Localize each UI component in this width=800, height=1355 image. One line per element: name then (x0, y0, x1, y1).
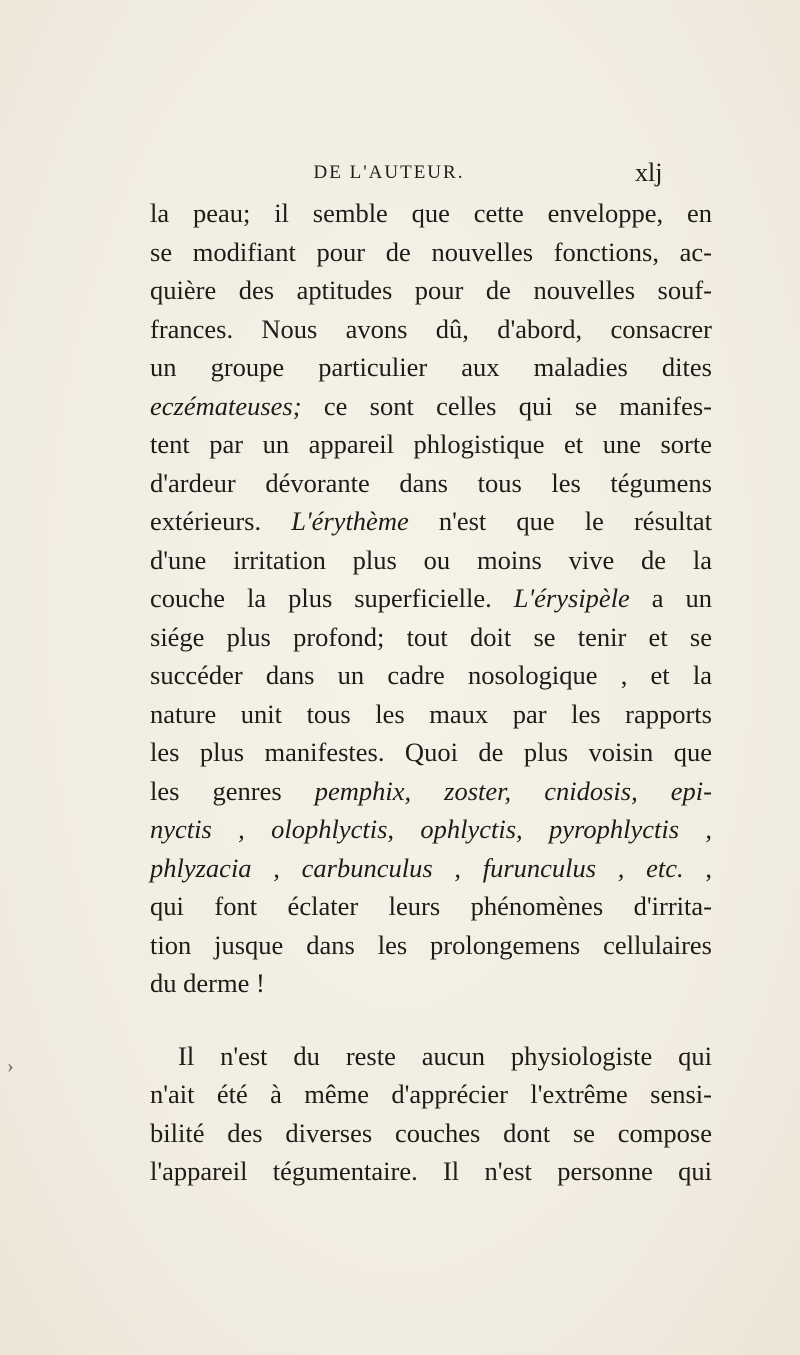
text-line: bilité des diverses couches dont se compose (150, 1117, 712, 1148)
margin-mark: › (7, 1055, 14, 1077)
running-title: DE L'AUTEUR. (313, 162, 465, 183)
text-line: d'une irritation plus ou moins vive de la (150, 544, 712, 575)
text-line: du derme ! (150, 968, 265, 998)
text-line: qui font éclater leurs phénomènes d'irrita- (150, 891, 712, 921)
text-line: quière des aptitudes pour de nouvelles souf- (150, 275, 712, 305)
text-line: succéder dans un cadre nosologique , et la (150, 660, 712, 690)
paragraph-2 (150, 1037, 712, 1191)
text-fragment: les genres (150, 775, 315, 806)
paragraph-1 (150, 194, 712, 1003)
italic-term: nyctis , olophlyctis, ophlyctis, pyrophlyctis , (150, 814, 712, 844)
text-line: l'appareil tégumentaire. Il n'est personne qui (150, 1156, 712, 1186)
text-line: tion jusque dans les prolongemens cellulaires (150, 929, 712, 960)
text-line (150, 849, 712, 888)
text-line: les plus manifestes. Quoi de plus voisin que (150, 737, 712, 767)
text-fragment: extérieurs. (150, 506, 292, 536)
body-text (150, 194, 712, 1191)
text-line: d'ardeur dévorante dans tous les tégumens (150, 467, 712, 498)
text-line: n'ait été à même d'apprécier l'extrême sensi- (150, 1079, 712, 1109)
italic-term: eczémateuses; (150, 390, 302, 421)
text-line: frances. Nous avons dû, d'abord, consacrer (150, 313, 712, 344)
text-line (150, 772, 712, 811)
page-number: xlj (635, 158, 663, 187)
italic-term: L'érysipèle (513, 583, 630, 613)
text-line (150, 810, 712, 849)
text-fragment: , (683, 852, 713, 883)
text-line (150, 387, 712, 426)
text-fragment: ce sont celles qui se manifes- (301, 390, 712, 421)
text-line: Il n'est du reste aucun physiologiste qui (178, 1040, 712, 1071)
text-fragment: a un (629, 583, 713, 613)
italic-term: L'érythème (291, 506, 409, 536)
text-line: un groupe particulier aux maladies dites (150, 352, 712, 382)
text-line: se modifiant pour de nouvelles fonctions, ac- (150, 236, 712, 267)
text-line: nature unit tous les maux par les rapports (150, 698, 712, 729)
italic-term: pemphix, zoster, cnidosis, epi- (314, 775, 712, 806)
text-line: tent par un appareil phlogistique et une sorte (150, 429, 712, 459)
text-fragment: couche la plus superficielle. (150, 583, 514, 613)
text-line (150, 579, 712, 618)
italic-term: phlyzacia , carbunculus , furunculus , etc. (150, 852, 684, 883)
text-line (150, 502, 712, 541)
text-line: la peau; il semble que cette enveloppe, en (150, 198, 712, 228)
text-line: siége plus profond; tout doit se tenir et se (150, 621, 712, 652)
text-fragment: n'est que le résultat (408, 506, 712, 536)
